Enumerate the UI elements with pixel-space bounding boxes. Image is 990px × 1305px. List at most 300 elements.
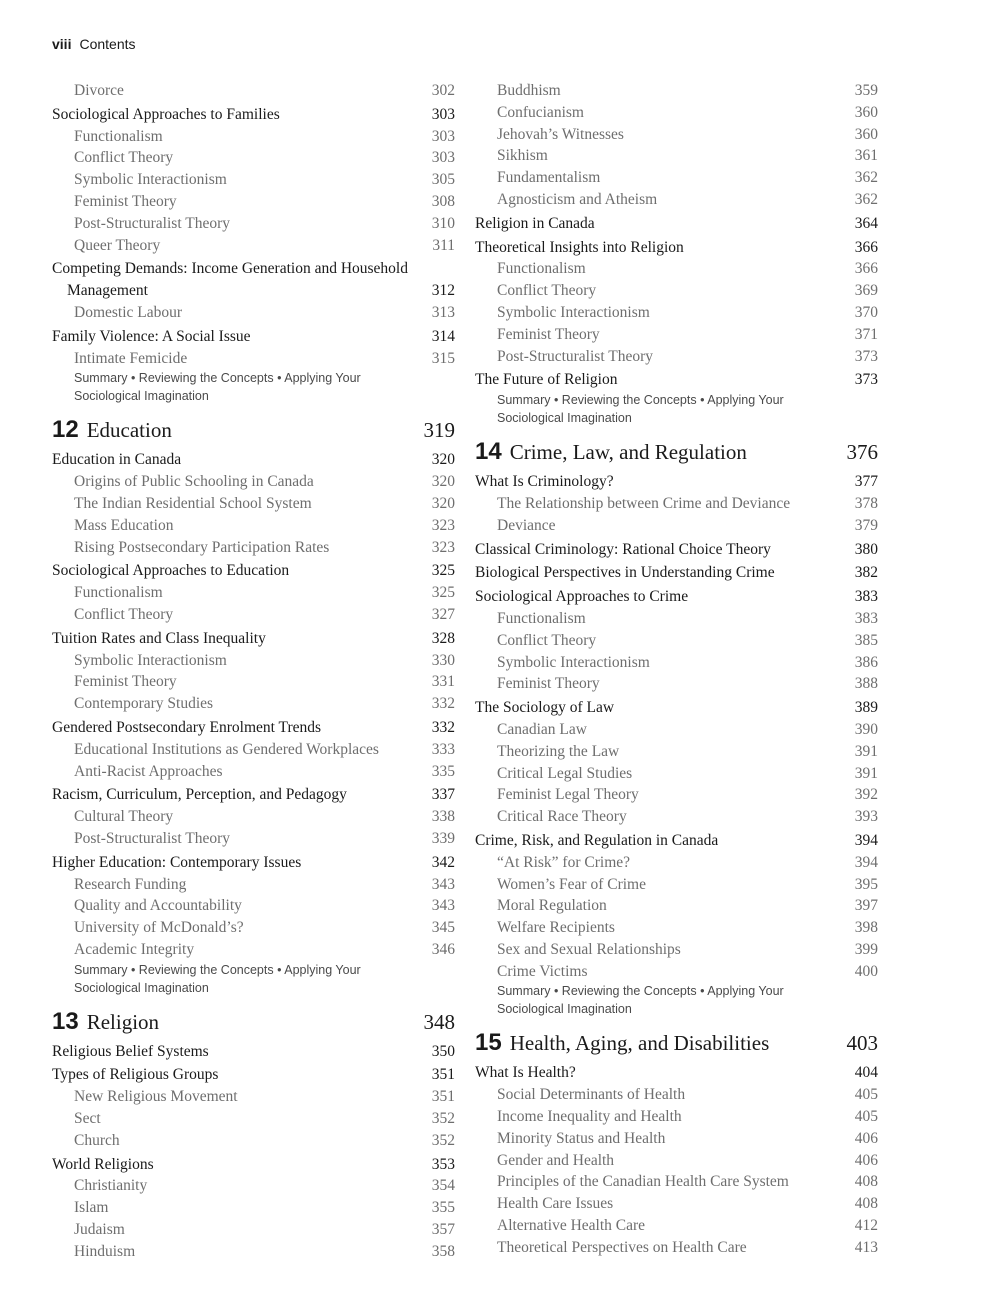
entry-page-number: 328 [431, 629, 455, 647]
entry-title: Minority Status and Health [497, 1129, 666, 1147]
toc-subsection-entry [475, 784, 878, 806]
entry-page-number: 399 [854, 940, 878, 958]
entry-page-number: 333 [431, 740, 455, 758]
toc-subsection-entry [475, 961, 878, 983]
entry-page-number: 412 [854, 1217, 878, 1235]
entry-title: Agnosticism and Atheism [497, 190, 658, 208]
entry-page-number: 406 [854, 1129, 878, 1147]
toc-section-entry [475, 830, 878, 852]
toc-section-entry [475, 237, 878, 259]
entry-title: Crime Victims [497, 962, 588, 980]
entry-page-number: 362 [854, 190, 878, 208]
entry-page-number: 331 [431, 673, 455, 691]
toc-section-entry [52, 1064, 455, 1086]
entry-page-number: 394 [854, 831, 878, 849]
toc-summary-entry [52, 369, 455, 405]
toc-subsection-entry [52, 1175, 455, 1197]
entry-page-number: 364 [854, 214, 878, 232]
entry-title: Critical Race Theory [497, 808, 627, 826]
entry-title: Domestic Labour [74, 303, 183, 321]
entry-title: Family Violence: A Social Issue [52, 327, 251, 345]
toc-subsection-entry [52, 761, 455, 783]
entry-title: Summary • Reviewing the Concepts • Applying Your Sociological Imagination [497, 393, 784, 426]
entry-title: The Sociology of Law [475, 699, 615, 717]
toc-chapter-heading [475, 437, 878, 467]
entry-page-number: 323 [431, 516, 455, 534]
entry-title: Alternative Health Care [497, 1217, 646, 1235]
toc-subsection-entry [475, 280, 878, 302]
entry-title: Theoretical Perspectives on Health Care [497, 1238, 747, 1256]
running-header [52, 36, 136, 56]
entry-page-number: 408 [854, 1173, 878, 1191]
entry-page-number: 355 [431, 1199, 455, 1217]
entry-page-number: 325 [431, 584, 455, 602]
toc-subsection-entry [52, 147, 455, 169]
entry-page-number: 302 [431, 82, 455, 99]
toc-subsection-entry [475, 145, 878, 167]
entry-title: Conflict Theory [497, 282, 597, 300]
entry-page-number: 369 [854, 282, 878, 300]
toc-subsection-entry [52, 1197, 455, 1219]
toc-section-entry [475, 1062, 878, 1084]
entry-page-number: 386 [854, 653, 878, 671]
entry-title: Biological Perspectives in Understanding Crime [475, 564, 775, 582]
entry-page-number: 320 [431, 494, 455, 512]
entry-title: Summary • Reviewing the Concepts • Applying Your Sociological Imagination [74, 371, 361, 404]
toc-subsection-entry [52, 671, 455, 693]
entry-title: Origins of Public Schooling in Canada [74, 473, 314, 491]
entry-page-number: 335 [431, 762, 455, 780]
toc-subsection-entry [52, 471, 455, 493]
toc-subsection-entry [475, 874, 878, 896]
toc-subsection-entry [475, 346, 878, 368]
entry-title: Symbolic Interactionism [74, 171, 227, 189]
entry-title: Income Inequality and Health [497, 1108, 682, 1126]
toc-subsection-entry [475, 1084, 878, 1106]
entry-title: Functionalism [74, 584, 163, 602]
chapter-title-group [52, 1007, 424, 1037]
entry-page-number: 373 [854, 347, 878, 365]
entry-page-number: 405 [854, 1108, 878, 1126]
entry-title: Post-Structuralist Theory [74, 214, 230, 232]
entry-page-number: 406 [854, 1151, 878, 1169]
entry-page-number: 352 [431, 1110, 455, 1128]
toc-subsection-entry [52, 806, 455, 828]
toc-section-entry [52, 717, 455, 739]
entry-page-number: 351 [431, 1066, 455, 1084]
entry-title: Moral Regulation [497, 897, 607, 915]
entry-page-number: 314 [431, 327, 455, 345]
toc-subsection-entry [475, 189, 878, 211]
entry-title: Health Care Issues [497, 1195, 614, 1213]
entry-page-number: 385 [854, 631, 878, 649]
toc-subsection-entry [475, 493, 878, 515]
entry-page-number: 332 [431, 695, 455, 713]
entry-page-number: 320 [431, 473, 455, 491]
entry-title: Feminist Theory [74, 192, 177, 210]
toc-subsection-entry [52, 302, 455, 324]
entry-title: Classical Criminology: Rational Choice Theory [475, 540, 771, 558]
entry-title: Feminist Theory [74, 673, 177, 691]
toc-subsection-entry [475, 939, 878, 961]
entry-title: Crime, Risk, and Regulation in Canada [475, 831, 719, 849]
entry-title: Post-Structuralist Theory [74, 829, 230, 847]
entry-title: Buddhism [497, 82, 561, 99]
entry-title: New Religious Movement [74, 1088, 238, 1106]
entry-title: Canadian Law [497, 720, 587, 738]
toc-subsection-entry [52, 348, 455, 370]
toc-subsection-entry [475, 741, 878, 763]
entry-title: Gendered Postsecondary Enrolment Trends [52, 718, 322, 736]
entry-page-number: 342 [431, 853, 455, 871]
toc-section-entry [475, 586, 878, 608]
entry-page-number: 362 [854, 169, 878, 187]
toc-summary-entry [475, 982, 878, 1018]
entry-page-number: 315 [431, 349, 455, 367]
toc-subsection-entry [52, 828, 455, 850]
entry-page-number: 337 [431, 786, 455, 804]
entry-page-number: 343 [431, 875, 455, 893]
chapter-title: Education [86, 418, 172, 443]
toc-subsection-entry [475, 258, 878, 280]
entry-title: Feminist Theory [497, 675, 600, 693]
entry-title: Gender and Health [497, 1151, 615, 1169]
toc-subsection-entry [475, 719, 878, 741]
toc-subsection-entry [475, 1150, 878, 1172]
toc-section-entry [52, 104, 455, 126]
entry-page-number: 404 [854, 1064, 878, 1082]
entry-page-number: 380 [854, 540, 878, 558]
entry-page-number: 319 [423, 418, 455, 443]
toc-subsection-entry [52, 126, 455, 148]
entry-title: Religious Belief Systems [52, 1042, 209, 1060]
entry-title: Sociological Approaches to Education [52, 562, 290, 580]
toc-section-entry [475, 369, 878, 391]
toc-section-entry [52, 258, 455, 302]
entry-page-number: 390 [854, 720, 878, 738]
entry-title: Church [74, 1131, 120, 1149]
toc-section-entry [52, 628, 455, 650]
entry-title: Women’s Fear of Crime [497, 875, 646, 893]
entry-page-number: 383 [854, 609, 878, 627]
entry-title: Competing Demands: Income Generation and Household Management [52, 260, 408, 300]
toc-subsection-entry [52, 1241, 455, 1263]
toc-subsection-entry [475, 895, 878, 917]
toc-subsection-entry [475, 852, 878, 874]
toc-subsection-entry [52, 917, 455, 939]
entry-page-number: 394 [854, 853, 878, 871]
entry-page-number: 350 [431, 1042, 455, 1060]
entry-page-number: 391 [854, 764, 878, 782]
entry-page-number: 303 [431, 127, 455, 145]
toc-subsection-entry [52, 582, 455, 604]
entry-title: Types of Religious Groups [52, 1066, 219, 1084]
entry-title: Sociological Approaches to Crime [475, 588, 689, 606]
entry-page-number: 351 [431, 1088, 455, 1106]
entry-title: Symbolic Interactionism [497, 303, 650, 321]
toc-subsection-entry [52, 604, 455, 626]
entry-title: Theoretical Insights into Religion [475, 238, 684, 256]
chapter-number: 13 [52, 1007, 79, 1035]
toc-subsection-entry [475, 102, 878, 124]
entry-page-number: 379 [854, 516, 878, 534]
chapter-title-group [475, 437, 847, 467]
entry-title: Queer Theory [74, 236, 161, 254]
entry-title: World Religions [52, 1155, 154, 1173]
entry-title: What Is Criminology? [475, 473, 614, 491]
entry-title: Anti-Racist Approaches [74, 762, 223, 780]
entry-page-number: 358 [431, 1242, 455, 1260]
entry-title: Sex and Sexual Relationships [497, 940, 681, 958]
toc-subsection-entry [52, 235, 455, 257]
entry-page-number: 413 [854, 1238, 878, 1256]
entry-page-number: 371 [854, 325, 878, 343]
entry-page-number: 378 [854, 494, 878, 512]
toc-subsection-entry [52, 739, 455, 761]
toc-subsection-entry [475, 324, 878, 346]
toc-section-entry [475, 213, 878, 235]
toc-section-entry [52, 1041, 455, 1063]
toc-subsection-entry [475, 673, 878, 695]
entry-title: “At Risk” for Crime? [497, 853, 631, 871]
toc-subsection-entry [475, 763, 878, 785]
entry-title: Quality and Accountability [74, 897, 242, 915]
entry-title: The Relationship between Crime and Deviance [497, 494, 791, 512]
entry-title: Tuition Rates and Class Inequality [52, 629, 266, 647]
chapter-number: 15 [475, 1029, 502, 1057]
entry-title: Hinduism [74, 1242, 136, 1260]
entry-page-number: 323 [431, 538, 455, 556]
entry-page-number: 361 [854, 147, 878, 165]
entry-title: Principles of the Canadian Health Care System [497, 1173, 789, 1191]
entry-title: Fundamentalism [497, 169, 601, 187]
entry-title: Symbolic Interactionism [74, 651, 227, 669]
entry-page-number: 388 [854, 675, 878, 693]
entry-title: Higher Education: Contemporary Issues [52, 853, 302, 871]
entry-title: University of McDonald’s? [74, 919, 244, 937]
entry-title: Theorizing the Law [497, 742, 620, 760]
entry-page-number: 354 [431, 1177, 455, 1195]
entry-title: Deviance [497, 516, 556, 534]
entry-title: Feminist Theory [497, 325, 600, 343]
toc-chapter-heading [52, 415, 455, 445]
toc-subsection-entry [475, 630, 878, 652]
toc-subsection-entry [475, 302, 878, 324]
toc-subsection-entry [475, 917, 878, 939]
entry-title: The Future of Religion [475, 371, 618, 389]
entry-page-number: 343 [431, 897, 455, 915]
toc-section-entry [52, 1154, 455, 1176]
entry-page-number: 391 [854, 742, 878, 760]
entry-page-number: 359 [854, 82, 878, 99]
entry-page-number: 392 [854, 786, 878, 804]
entry-title: Judaism [74, 1221, 125, 1239]
entry-page-number: 377 [854, 473, 878, 491]
toc-subsection-entry [52, 1130, 455, 1152]
entry-page-number: 383 [854, 588, 878, 606]
running-header-label: Contents [79, 36, 136, 52]
toc-subsection-entry [52, 515, 455, 537]
toc-subsection-entry [52, 1086, 455, 1108]
entry-title: Contemporary Studies [74, 695, 214, 713]
entry-title: Summary • Reviewing the Concepts • Applying Your Sociological Imagination [74, 962, 361, 995]
page-number: viii [52, 36, 72, 52]
chapter-title: Religion [86, 1009, 160, 1034]
toc-subsection-entry [52, 1219, 455, 1241]
toc-subsection-entry [475, 806, 878, 828]
entry-title: Sect [74, 1110, 101, 1128]
entry-title: Sikhism [497, 147, 548, 165]
entry-page-number: 397 [854, 897, 878, 915]
entry-page-number: 360 [854, 103, 878, 121]
chapter-number: 14 [475, 438, 502, 466]
entry-title: What Is Health? [475, 1064, 576, 1082]
entry-page-number: 310 [431, 214, 455, 232]
entry-title: Mass Education [74, 516, 174, 534]
toc-section-entry [52, 449, 455, 471]
entry-page-number: 352 [431, 1131, 455, 1149]
entry-title: Conflict Theory [497, 631, 597, 649]
entry-title: Intimate Femicide [74, 349, 188, 367]
toc-subsection-entry [52, 650, 455, 672]
entry-page-number: 366 [854, 238, 878, 256]
toc-section-entry [52, 560, 455, 582]
entry-page-number: 370 [854, 303, 878, 321]
entry-page-number: 303 [431, 149, 455, 167]
entry-page-number: 338 [431, 808, 455, 826]
entry-title: Academic Integrity [74, 940, 195, 958]
entry-title: Research Funding [74, 875, 187, 893]
entry-title: Functionalism [74, 127, 163, 145]
toc-subsection-entry [475, 1215, 878, 1237]
toc-subsection-entry [52, 874, 455, 896]
toc-column-right [475, 80, 878, 1259]
entry-page-number: 303 [431, 105, 455, 123]
chapter-title: Health, Aging, and Disabilities [509, 1031, 770, 1056]
toc-section-entry [52, 784, 455, 806]
entry-page-number: 311 [432, 236, 455, 254]
entry-page-number: 408 [854, 1195, 878, 1213]
toc-section-entry [475, 562, 878, 584]
toc-subsection-entry [475, 167, 878, 189]
chapter-title: Crime, Law, and Regulation [509, 440, 747, 465]
entry-page-number: 305 [431, 171, 455, 189]
entry-page-number: 325 [431, 562, 455, 580]
toc-subsection-entry [52, 895, 455, 917]
entry-page-number: 353 [431, 1155, 455, 1173]
chapter-title-group [52, 415, 424, 445]
entry-page-number: 393 [854, 808, 878, 826]
entry-page-number: 366 [854, 260, 878, 278]
entry-title: Functionalism [497, 260, 586, 278]
entry-title: Educational Institutions as Gendered Workplaces [74, 740, 379, 758]
toc-subsection-entry [52, 939, 455, 961]
toc-subsection-entry [52, 80, 455, 102]
toc-section-entry [475, 471, 878, 493]
entry-page-number: 332 [431, 718, 455, 736]
toc-subsection-entry [475, 124, 878, 146]
toc-section-entry [52, 852, 455, 874]
toc-subsection-entry [475, 1193, 878, 1215]
entry-title: Critical Legal Studies [497, 764, 633, 782]
toc-subsection-entry [475, 1128, 878, 1150]
entry-title: Racism, Curriculum, Perception, and Pedagogy [52, 786, 347, 804]
toc-section-entry [475, 539, 878, 561]
entry-page-number: 360 [854, 125, 878, 143]
entry-title: Welfare Recipients [497, 919, 615, 937]
toc-subsection-entry [52, 537, 455, 559]
entry-page-number: 346 [431, 940, 455, 958]
entry-page-number: 312 [431, 282, 455, 300]
entry-title: Cultural Theory [74, 808, 174, 826]
entry-page-number: 376 [846, 440, 878, 465]
entry-title: Education in Canada [52, 451, 182, 469]
toc-section-entry [52, 326, 455, 348]
entry-page-number: 327 [431, 605, 455, 623]
entry-page-number: 389 [854, 699, 878, 717]
entry-page-number: 403 [846, 1031, 878, 1056]
entry-title: Summary • Reviewing the Concepts • Applying Your Sociological Imagination [497, 984, 784, 1017]
toc-column-left [52, 80, 455, 1263]
entry-page-number: 345 [431, 919, 455, 937]
entry-title: Divorce [74, 82, 124, 99]
entry-page-number: 330 [431, 651, 455, 669]
entry-page-number: 400 [854, 962, 878, 980]
entry-title: Functionalism [497, 609, 586, 627]
toc-subsection-entry [475, 608, 878, 630]
entry-page-number: 348 [423, 1009, 455, 1034]
entry-title: Christianity [74, 1177, 148, 1195]
entry-title: Symbolic Interactionism [497, 653, 650, 671]
chapter-number: 12 [52, 416, 79, 444]
toc-subsection-entry [475, 1171, 878, 1193]
chapter-title-group [475, 1028, 847, 1058]
toc-subsection-entry [475, 80, 878, 102]
toc-subsection-entry [475, 652, 878, 674]
entry-page-number: 308 [431, 192, 455, 210]
entry-page-number: 398 [854, 919, 878, 937]
toc-subsection-entry [52, 191, 455, 213]
entry-title: The Indian Residential School System [74, 494, 312, 512]
toc-subsection-entry [52, 493, 455, 515]
entry-title: Feminist Legal Theory [497, 786, 639, 804]
entry-title: Rising Postsecondary Participation Rates [74, 538, 330, 556]
toc-summary-entry [52, 961, 455, 997]
toc-section-entry [475, 697, 878, 719]
entry-page-number: 357 [431, 1221, 455, 1239]
toc-subsection-entry [52, 1108, 455, 1130]
entry-title: Social Determinants of Health [497, 1086, 686, 1104]
toc-chapter-heading [475, 1028, 878, 1058]
entry-page-number: 373 [854, 371, 878, 389]
toc-subsection-entry [52, 693, 455, 715]
entry-page-number: 320 [431, 451, 455, 469]
toc-chapter-heading [52, 1007, 455, 1037]
entry-title: Post-Structuralist Theory [497, 347, 653, 365]
entry-title: Religion in Canada [475, 214, 595, 232]
toc-summary-entry [475, 391, 878, 427]
toc-subsection-entry [475, 515, 878, 537]
entry-title: Jehovah’s Witnesses [497, 125, 624, 143]
entry-title: Confucianism [497, 103, 584, 121]
entry-title: Conflict Theory [74, 605, 174, 623]
entry-page-number: 339 [431, 829, 455, 847]
entry-title: Sociological Approaches to Families [52, 105, 280, 123]
toc-subsection-entry [475, 1237, 878, 1259]
toc-subsection-entry [475, 1106, 878, 1128]
toc-subsection-entry [52, 213, 455, 235]
entry-page-number: 313 [431, 303, 455, 321]
